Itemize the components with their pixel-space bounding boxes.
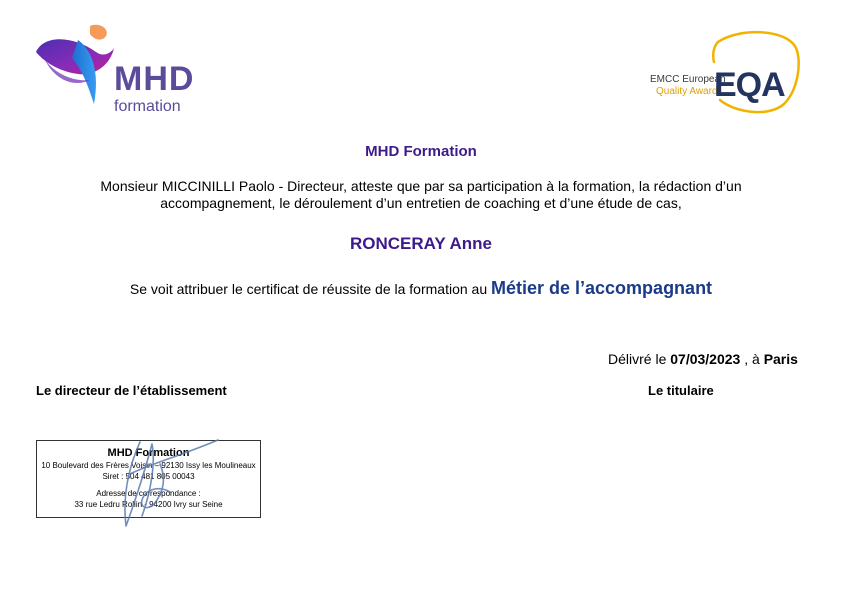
award-line <box>0 278 842 299</box>
stamp-title: MHD Formation <box>107 447 190 459</box>
mhd-brand-subtext: formation <box>114 98 181 115</box>
eqa-big-text: EQA <box>714 66 785 104</box>
eqa-logo <box>648 28 800 114</box>
eqa-line-2: Quality Award <box>656 86 718 97</box>
award-prefix: Se voit attribuer le certificat de réussite de la formation au <box>129 281 488 297</box>
handwritten-signature <box>100 434 230 534</box>
attestation-statement: Monsieur MICCINILLI Paolo - Directeur, atteste que par sa participation à la formation, la rédaction d’un accompagnement, le déroulement d’un entretien de coaching et d’une étude de cas, <box>100 178 742 211</box>
issued-label: Délivré le <box>608 351 667 367</box>
issued-separator: , à <box>744 351 760 367</box>
mhd-brand-text: MHD <box>114 60 195 98</box>
stamp-correspondence-address: 33 rue Ledru Rollin - 94200 Ivry sur Seine <box>74 500 223 509</box>
issued-place: Paris <box>763 351 798 367</box>
issued-line <box>608 351 798 367</box>
mhd-formation-logo <box>34 22 194 118</box>
recipient-name: RONCERAY Anne <box>349 234 492 253</box>
stamp-address: 10 Boulevard des Frères Voisin – 92130 Issy les Moulineaux <box>41 461 256 470</box>
course-name: Métier de l’accompagnant <box>491 278 713 298</box>
issued-date: 07/03/2023 <box>670 351 741 367</box>
holder-signature-label: Le titulaire <box>648 383 714 398</box>
stamp-siret: Siret : 504 481 805 00043 <box>102 472 195 481</box>
stamp-correspondence-label: Adresse de correspondance : <box>96 489 201 498</box>
director-signature-label: Le directeur de l’établissement <box>36 383 227 398</box>
mhd-swoosh-icon <box>34 22 114 118</box>
eqa-line-1: EMCC European <box>650 74 726 85</box>
organization-title: MHD Formation <box>365 143 477 160</box>
